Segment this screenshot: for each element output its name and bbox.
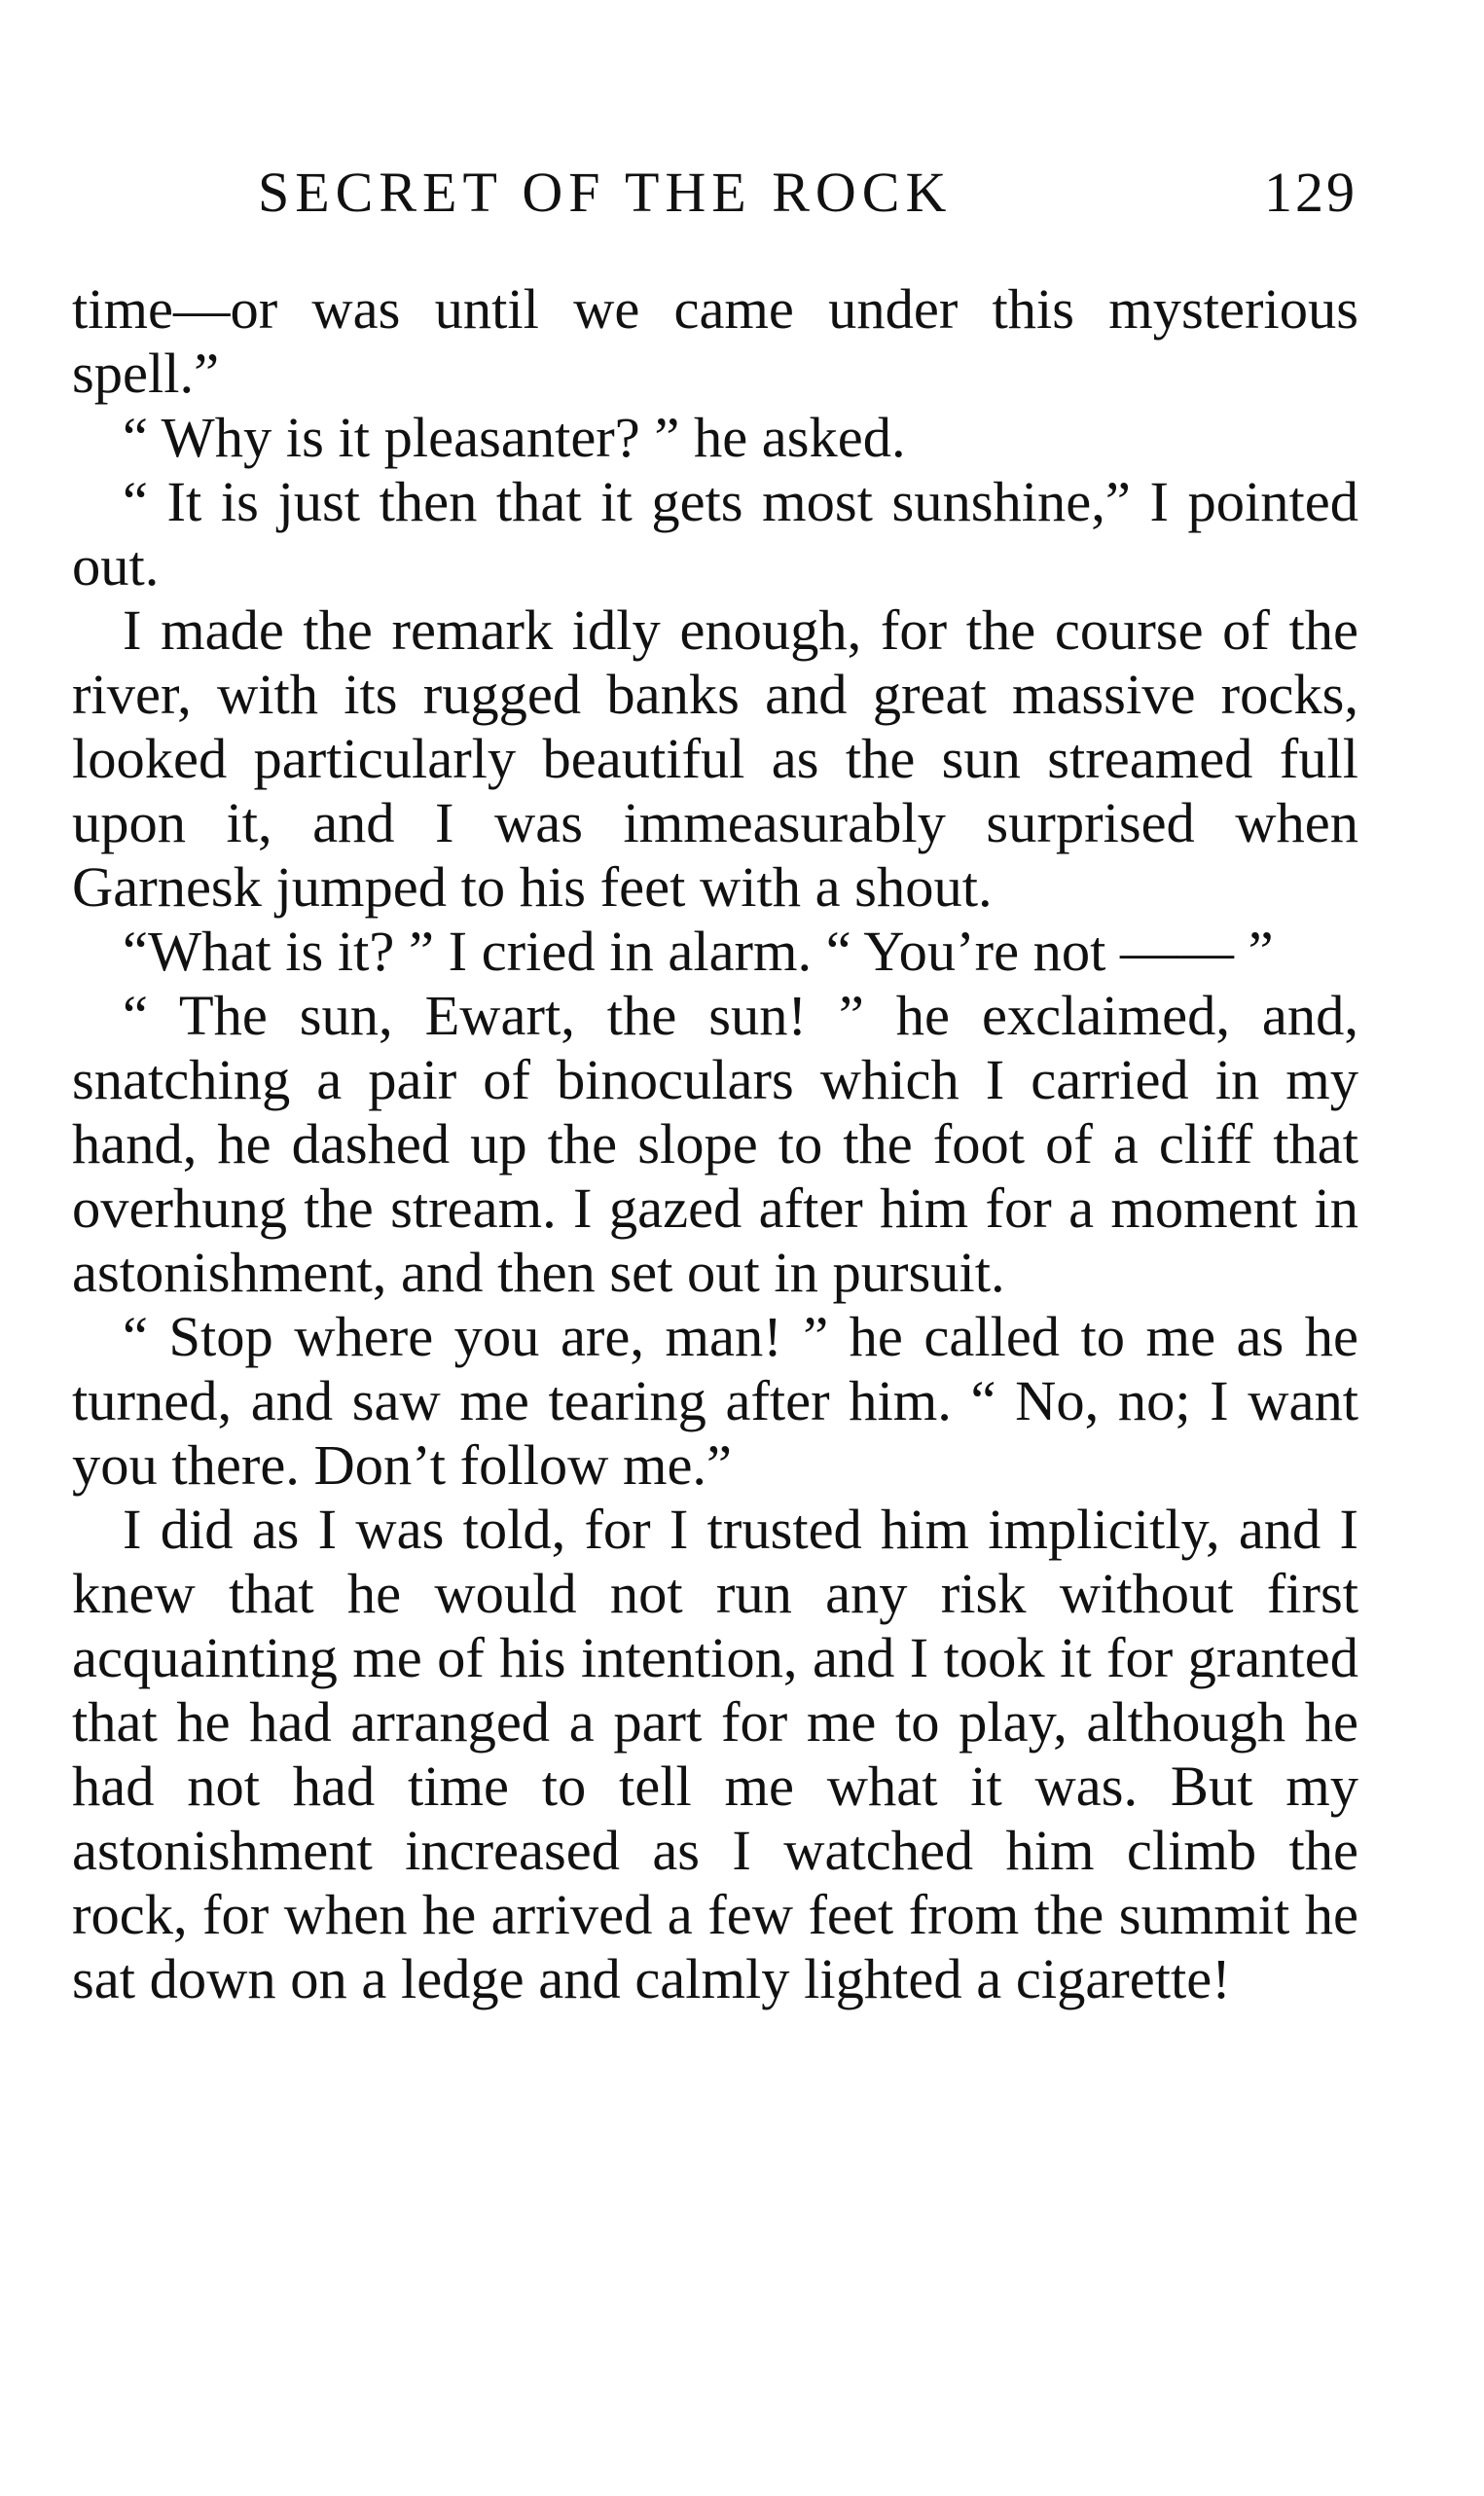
paragraph: time—or was until we came under this mysterious spell.” bbox=[72, 277, 1358, 405]
paragraph: “ It is just then that it gets most sunshine,” I pointed out. bbox=[72, 470, 1358, 597]
paragraph: “ The sun, Ewart, the sun! ” he exclaimed, and, snatching a pair of binoculars which I carried in my hand, he dashed up the slope to the foot of a cliff that overhung the stream. I gazed after him for a moment in astonishment, and then set out in pursuit. bbox=[72, 984, 1358, 1304]
page-header bbox=[258, 154, 1357, 232]
paragraph: “What is it? ” I cried in alarm. “ You’re not —— ” bbox=[123, 920, 1274, 983]
running-title: SECRET OF THE ROCK bbox=[258, 161, 953, 224]
paragraph: I did as I was told, for I trusted him implicitly, and I knew that he would not run any risk without first acquainting me of his intention, and I took it for granted that he had arranged a part for me to play, although he had not had time to tell me what it was. But my astonishment increased as I watched him climb the rock, for when he arrived a few feet from the summit he sat down on a ledge and calmly lighted a cigarette! bbox=[72, 1498, 1358, 2010]
paragraph: “ Why is it pleasanter? ” he asked. bbox=[123, 406, 906, 469]
page-number: 129 bbox=[1264, 161, 1357, 224]
paragraph: “ Stop where you are, man! ” he called to me as he turned, and saw me tearing after him. “ No, no; I want you there. Don’t follow me.” bbox=[72, 1305, 1358, 1497]
body-text bbox=[72, 277, 1358, 2011]
paragraph: I made the remark idly enough, for the course of the river, with its rugged banks and great massive rocks, looked particularly beautiful as the sun streamed full upon it, and I was immeasurably surprised when Garnesk jumped to his feet with a shout. bbox=[72, 598, 1358, 919]
